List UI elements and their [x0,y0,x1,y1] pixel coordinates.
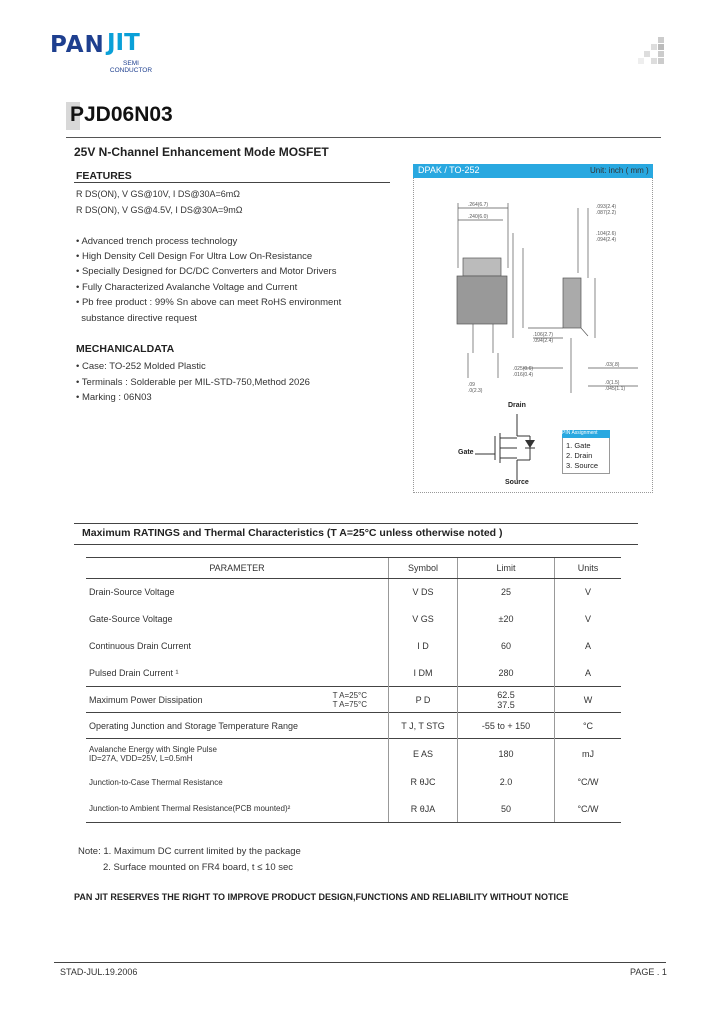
note-2: 2. Surface mounted on FR4 board, t ≤ 10 sec [103,862,294,873]
mechanical-item: • Marking : 06N03 [76,392,152,403]
header-limit: Limit [458,558,555,579]
mechanical-item: • Terminals : Solderable per MIL-STD-750,Method 2026 [76,377,310,388]
drain-label: Drain [508,402,526,409]
svg-text:.0(1.5): .0(1.5) [605,380,620,386]
rds-spec-2: R DS(ON), V GS@4.5V, I DS@30A=9mΩ [76,205,243,215]
row-limit: 280 [458,660,555,687]
svg-text:.03(.8): .03(.8) [605,362,620,368]
logo-sub-line2: CONDUCTOR [109,67,153,74]
decorative-dots-icon [638,37,668,67]
row-param: Drain-Source Voltage [89,587,175,598]
footer-date: STAD-JUL.19.2006 [60,967,138,977]
logo-jit-text: JIT [107,30,140,56]
package-outline-drawing [413,178,651,418]
row-limit: ±20 [458,606,555,633]
row-symbol: I DM [389,660,458,687]
feature-item: substance directive request [76,313,197,324]
feature-item: • Pb free product : 99% Sn above can meet RoHS environment [76,297,342,308]
thermal2-symbol: R θJA [389,796,458,823]
subtitle: 25V N-Channel Enhancement Mode MOSFET [74,145,329,159]
mosfet-schematic-icon [455,400,565,490]
svg-text:.093(2.4): .093(2.4) [596,204,617,210]
max-ratings-title: Maximum RATINGS and Thermal Characteristics (T A=25°C unless otherwise noted ) [82,527,503,539]
package-title: DPAK / TO-252 [418,165,480,175]
pin-item: 1. Gate [566,441,591,450]
svg-text:.240(6.0): .240(6.0) [468,214,489,220]
row-param: Pulsed Drain Current ¹ [89,667,179,678]
thermal2-unit: °C/W [555,796,622,823]
avalanche-param-1: Avalanche Energy with Single Pulse [89,744,217,754]
row-unit: A [555,633,622,660]
pin-assignment-header: PIN Assignment [562,430,610,438]
max-ratings-table [86,557,621,823]
table-row [86,633,621,660]
row-symbol: V DS [389,579,458,606]
avalanche-symbol: E AS [389,739,458,769]
footer-rule [54,962,666,963]
feature-item: • Specially Designed for DC/DC Converters and Motor Drivers [76,266,337,277]
row-param: Continuous Drain Current [89,641,192,651]
gate-label: Gate [458,449,474,456]
power-unit: W [555,687,622,713]
table-row [86,796,621,823]
svg-text:.104(2.6): .104(2.6) [596,231,617,237]
feature-item: • Advanced trench process technology [76,236,238,247]
feature-item: • Fully Characterized Avalanche Voltage and Current [76,282,298,293]
row-unit: V [555,606,622,633]
thermal1-param: Junction-to-Case Thermal Resistance [89,777,223,787]
feature-item: • High Density Cell Design For Ultra Low On-Resistance [76,251,313,262]
power-param: Maximum Power Dissipation [89,694,203,705]
row-unit: V [555,579,622,606]
source-label: Source [505,479,529,486]
svg-text:.106(2.7): .106(2.7) [533,332,554,338]
pin-item: 3. Source [566,461,599,470]
thermal2-param: Junction-to Ambient Thermal Resistance(PCB mounted)² [86,796,389,823]
table-row [86,660,621,687]
rds-spec-1: R DS(ON), V GS@10V, I DS@30A=6mΩ [76,189,240,199]
power-limit-2: 37.5 [497,699,515,710]
svg-text:.025(0.6): .025(0.6) [513,366,534,372]
reserve-notice: PAN JIT RESERVES THE RIGHT TO IMPROVE PRODUCT DESIGN,FUNCTIONS AND RELIABILITY WITHOUT NOTICE [74,892,569,902]
package-unit: Unit: inch ( mm ) [590,166,649,175]
thermal1-symbol: R θJC [389,769,458,796]
power-symbol: P D [389,687,458,713]
mechanical-title: MECHANICALDATA [76,343,175,355]
thermal2-limit: 50 [458,796,555,823]
temp-param: Operating Junction and Storage Temperature Range [86,713,389,739]
svg-text:.016(0.4): .016(0.4) [513,372,534,378]
row-param: Gate-Source Voltage [89,614,173,624]
table-row-temp [86,713,621,739]
mechanical-item: • Case: TO-252 Molded Plastic [76,361,206,372]
row-limit: 60 [458,633,555,660]
avalanche-param-2: ID=27A, VDD=25V, L=0.5mH [89,753,193,763]
table-row [86,769,621,796]
thermal1-limit: 2.0 [458,769,555,796]
logo-sub-line1: SEMI [123,60,139,67]
table-header-row [86,558,621,579]
footer-page: PAGE . 1 [630,967,667,977]
svg-text:.045(1.1): .045(1.1) [605,386,626,392]
header-parameter: PARAMETER [86,558,389,579]
temp-symbol: T J, T STG [389,713,458,739]
header-units: Units [555,558,622,579]
header-symbol: Symbol [389,558,458,579]
pin-item: 2. Drain [566,451,593,460]
power-limit-1: 62.5 [497,689,515,700]
svg-text:.094(2.4): .094(2.4) [533,338,554,344]
power-cond-2: T A=75°C [332,699,367,709]
part-number: PJD06N03 [70,103,173,126]
avalanche-limit: 180 [458,739,555,769]
temp-unit: °C [555,713,622,739]
header-rule [66,137,661,138]
row-symbol: V GS [389,606,458,633]
features-title: FEATURES [76,170,132,182]
table-row [86,606,621,633]
temp-limit: -55 to + 150 [458,713,555,739]
table-row-avalanche [86,739,621,769]
svg-text:.087(2.2): .087(2.2) [596,210,617,216]
power-cond-1: T A=25°C [332,690,367,700]
row-symbol: I D [389,633,458,660]
svg-text:.094(2.4): .094(2.4) [596,237,617,243]
logo-subtitle [106,60,156,74]
svg-text:.0(2.3): .0(2.3) [468,388,483,394]
svg-text:.264(6.7): .264(6.7) [468,202,489,208]
avalanche-unit: mJ [555,739,622,769]
table-row [86,579,621,606]
row-limit: 25 [458,579,555,606]
table-row-power [86,687,621,713]
features-rule [74,182,390,183]
row-unit: A [555,660,622,687]
logo-pan-text: PAN [50,32,105,58]
thermal1-unit: °C/W [555,769,622,796]
svg-text:.09: .09 [468,382,475,388]
note-1: Note: 1. Maximum DC current limited by the package [78,846,301,857]
